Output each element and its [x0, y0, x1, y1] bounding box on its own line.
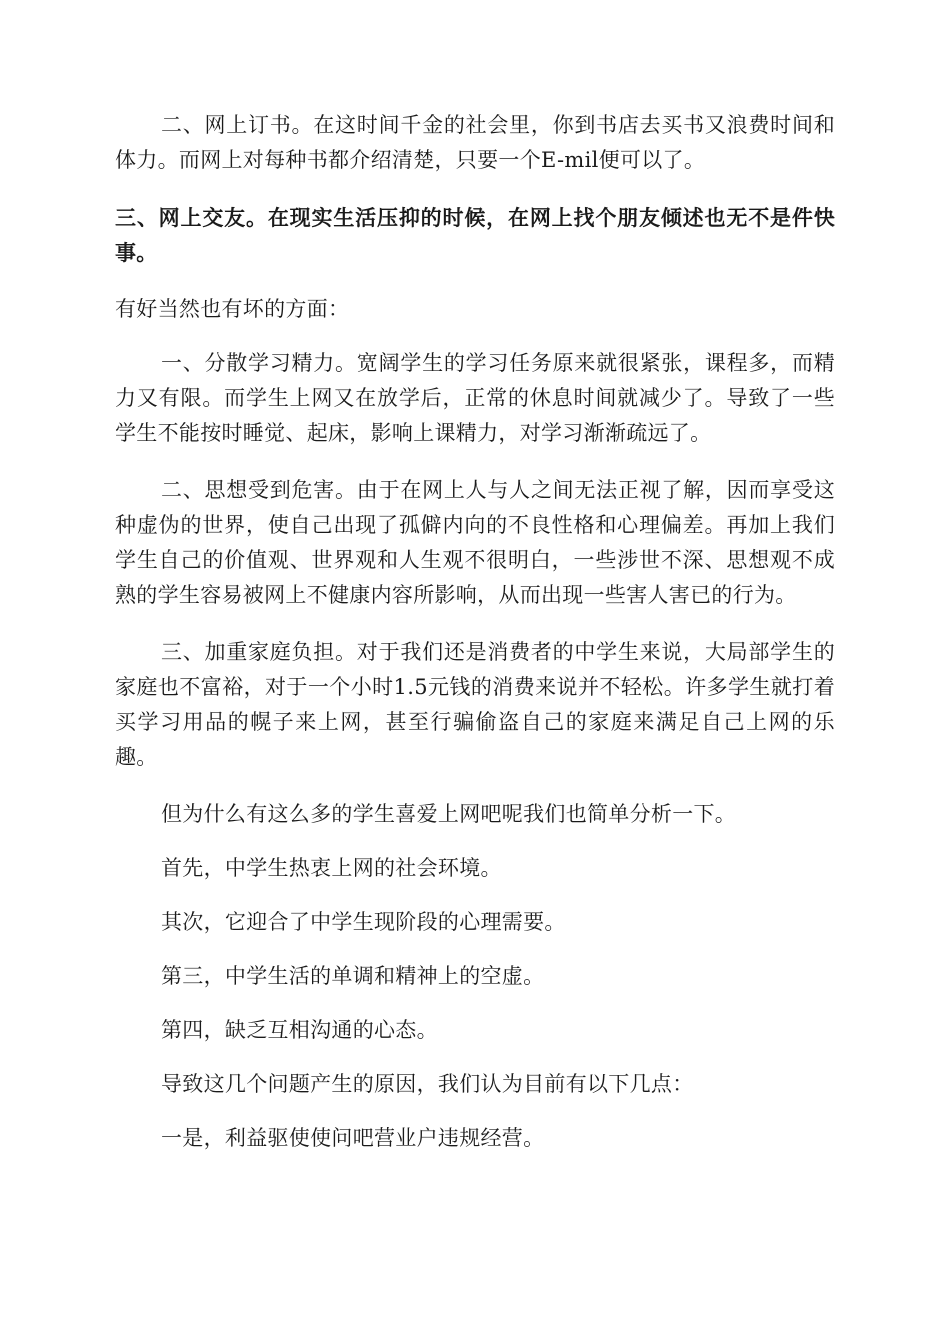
paragraph-cause-one: 一是，利益驱使使问吧营业户违规经营。	[161, 1126, 545, 1150]
paragraph-reason-third: 第三，中学生活的单调和精神上的空虚。	[161, 964, 545, 988]
paragraph-family-burden: 三、加重家庭负担。对于我们还是消费者的中学生来说，大局部学生的家庭也不富裕，对于一个小时1.5元钱的消费来说并不轻松。许多学生就打着买学习用品的幌子来上网，甚至行骗偷盗自己的家庭来满足自己上网的乐趣。	[115, 640, 835, 769]
paragraph-distraction: 一、分散学习精力。宽阔学生的学习任务原来就很紧张，课程多，而精力又有限。而学生上网又在放学后，正常的休息时间就减少了。导致了一些学生不能按时睡觉、起床，影响上课精力，对学习渐渐疏远了。	[115, 351, 835, 445]
paragraph-analysis-intro: 但为什么有这么多的学生喜爱上网吧呢我们也简单分析一下。	[161, 802, 737, 826]
paragraph-reason-fourth: 第四，缺乏互相沟通的心态。	[161, 1018, 438, 1042]
paragraph-online-book-ordering: 二、网上订书。在这时间千金的社会里，你到书店去买书又浪费时间和体力。而网上对每种书都介绍清楚，只要一个E-mil便可以了。	[115, 113, 835, 172]
paragraph-downsides-intro: 有好当然也有坏的方面：	[115, 297, 350, 321]
paragraph-online-friends: 三、网上交友。在现实生活压抑的时候，在网上找个朋友倾述也无不是件快事。	[115, 205, 835, 265]
paragraph-reason-first: 首先，中学生热衷上网的社会环境。	[161, 856, 502, 880]
paragraph-reason-second: 其次，它迎合了中学生现阶段的心理需要。	[161, 910, 566, 934]
document-page	[115, 108, 835, 1175]
paragraph-causes-intro: 导致这几个问题产生的原因，我们认为目前有以下几点：	[161, 1072, 694, 1096]
paragraph-mental-harm: 二、思想受到危害。由于在网上人与人之间无法正视了解，因而享受这种虚伪的世界，使自己出现了孤僻内向的不良性格和心理偏差。再加上我们学生自己的价值观、世界观和人生观不很明白，一些涉世不深、思想观不成熟的学生容易被网上不健康内容所影响，从而出现一些害人害已的行为。	[115, 478, 835, 607]
